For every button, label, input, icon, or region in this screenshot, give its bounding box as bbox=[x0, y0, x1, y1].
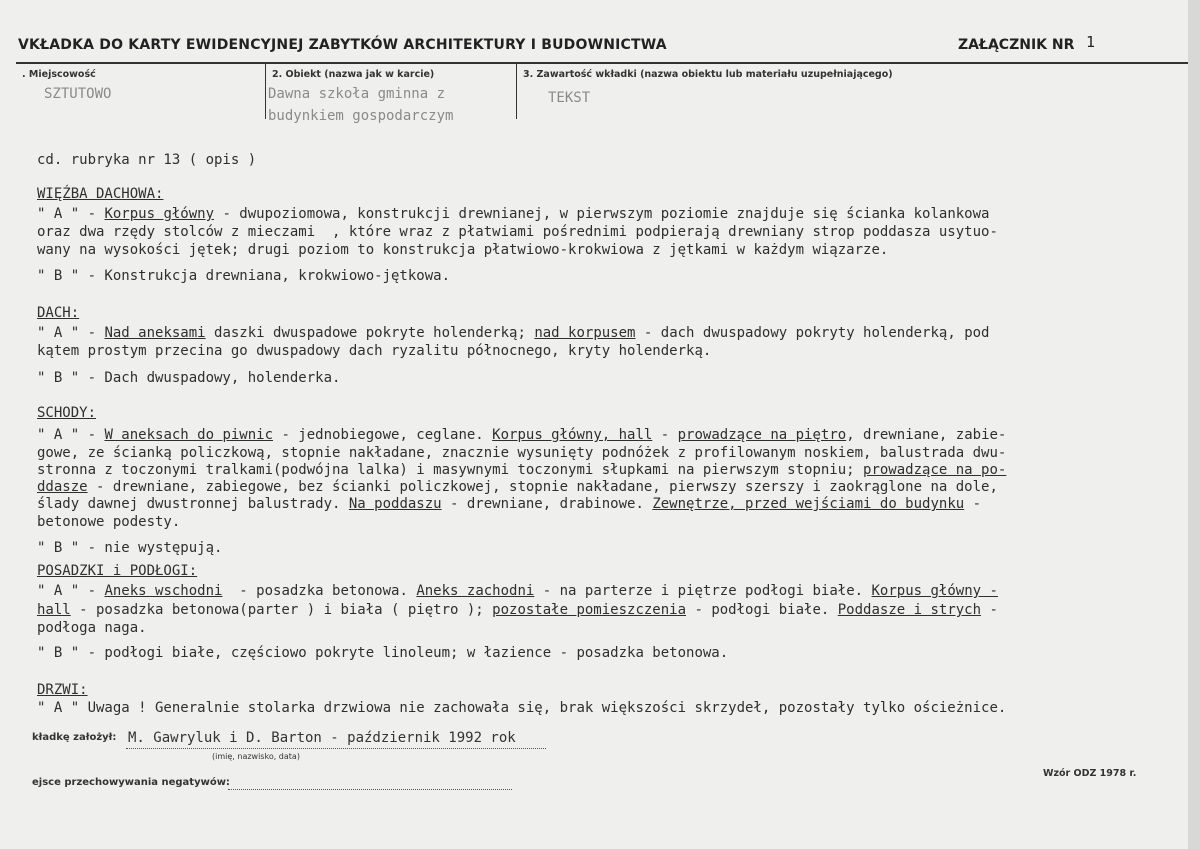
box-divider-1 bbox=[265, 63, 266, 119]
form-title: VKŁADKA DO KARTY EWIDENCYJNEJ ZABYTKÓW ARCHITEKTURY I BUDOWNICTWA bbox=[18, 37, 667, 53]
roof-truss-a-line-1: " A " - Korpus główny - dwupoziomowa, konstrukcji drewnianej, w pierwszym poziomie znajduje się ścianka kolankowa bbox=[37, 206, 990, 222]
stairs-a-line-2: gowe, ze ścianką policzkową, stopnie nakładane, znacznie wysunięty podnóżek z profilowanym noskiem, balustrada dwu- bbox=[37, 445, 1007, 461]
author-hint: (imię, nazwisko, data) bbox=[212, 752, 300, 761]
top-rule bbox=[16, 62, 1200, 64]
section-heading-doors: DRZWI: bbox=[37, 682, 88, 698]
roof-truss-b-line: " B " - Konstrukcja drewniana, krokwiowo-jętkowa. bbox=[37, 268, 451, 284]
right-edge-shadow bbox=[1188, 0, 1200, 849]
section-heading-roof: DACH: bbox=[37, 305, 80, 321]
section-heading-stairs: SCHODY: bbox=[37, 405, 97, 421]
floors-a-line-1: " A " - Aneks wschodni - posadzka betonowa. Aneks zachodni - na parterze i piętrze podłogi białe. Korpus główny - bbox=[37, 583, 998, 599]
stairs-a-line-5: ślady dawnej dwustronnej balustrady. Na poddaszu - drewniane, drabinowe. Zewnętrze, przed wejściami do budynku - bbox=[37, 496, 982, 512]
floors-b-line: " B " - podłogi białe, częściowo pokryte linoleum; w łazience - posadzka betonowa. bbox=[37, 645, 729, 661]
object-value-line-1: Dawna szkoła gminna z bbox=[268, 86, 446, 102]
stairs-a-line-4: ddasze - drewniane, zabiegowe, bez ścianki policzkowej, stopnie nakładane, pierwszy szerszy i zaokrąglone na dole, bbox=[37, 479, 998, 495]
author-label: kładkę założył: bbox=[32, 732, 117, 743]
attachment-label: ZAŁĄCZNIK NR bbox=[958, 37, 1075, 53]
roof-truss-a-line-3: wany na wysokości jętek; drugi poziom to konstrukcja płatwiowo-krokwiowa z jętkami w każdym wiązarze. bbox=[37, 242, 889, 258]
roof-a-line-2: kątem prostym przecina go dwuspadowy dach ryzalitu północnego, kryty holenderką. bbox=[37, 343, 712, 359]
doors-a-line: " A " Uwaga ! Generalnie stolarka drzwiowa nie zachowała się, brak większości skrzydeł, pozostały tylko ościeżnice. bbox=[37, 700, 1007, 716]
stairs-a-line-1: " A " - W aneksach do piwnic - jednobiegowe, ceglane. Korpus główny, hall - prowadzące na piętro, drewniane, zabie- bbox=[37, 427, 1007, 443]
content-value: TEKST bbox=[548, 90, 591, 106]
place-value: SZTUTOWO bbox=[44, 86, 112, 102]
roof-a-line-1: " A " - Nad aneksami daszki dwuspadowe pokryte holenderką; nad korpusem - dach dwuspadowy pokryty holenderką, pod bbox=[37, 325, 990, 341]
section-heading-floors: POSADZKI i PODŁOGI: bbox=[37, 563, 198, 579]
intro-line: cd. rubryka nr 13 ( opis ) bbox=[37, 152, 257, 168]
content-label: 3. Zawartość wkładki (nazwa obiektu lub materiału uzupełniającego) bbox=[523, 69, 893, 80]
template-note: Wzór ODZ 1978 r. bbox=[1043, 768, 1137, 779]
negatives-label: ejsce przechowywania negatywów: bbox=[32, 777, 230, 788]
box-divider-2 bbox=[516, 63, 517, 119]
stairs-a-line-6: betonowe podesty. bbox=[37, 514, 181, 530]
floors-a-line-3: podłoga naga. bbox=[37, 620, 147, 636]
roof-b-line: " B " - Dach dwuspadowy, holenderka. bbox=[37, 370, 341, 386]
object-value-line-2: budynkiem gospodarczym bbox=[268, 108, 454, 124]
negatives-dotted-line bbox=[228, 789, 512, 790]
floors-a-line-2: hall - posadzka betonowa(parter ) i biała ( piętro ); pozostałe pomieszczenia - podłogi białe. Poddasze i strych - bbox=[37, 602, 998, 618]
author-dotted-line bbox=[126, 748, 546, 749]
roof-truss-a-line-2: oraz dwa rzędy stolców z mieczami , które wraz z płatwiami pośrednimi podpierają drewniany strop poddasza usytuo- bbox=[37, 224, 998, 240]
attachment-number: 1 bbox=[1086, 33, 1096, 51]
place-label: . Miejscowość bbox=[22, 69, 96, 80]
stairs-a-line-3: stronna z toczonymi tralkami(podwójna lalka) i masywnymi toczonymi słupkami na pierwszym stopniu; prowadzące na po- bbox=[37, 462, 1007, 478]
object-label: 2. Obiekt (nazwa jak w karcie) bbox=[272, 69, 435, 80]
stairs-b-line: " B " - nie występują. bbox=[37, 540, 223, 556]
author-value: M. Gawryluk i D. Barton - październik 1992 rok bbox=[128, 730, 516, 746]
section-heading-roof-truss: WIĘŹBA DACHOWA: bbox=[37, 186, 164, 202]
